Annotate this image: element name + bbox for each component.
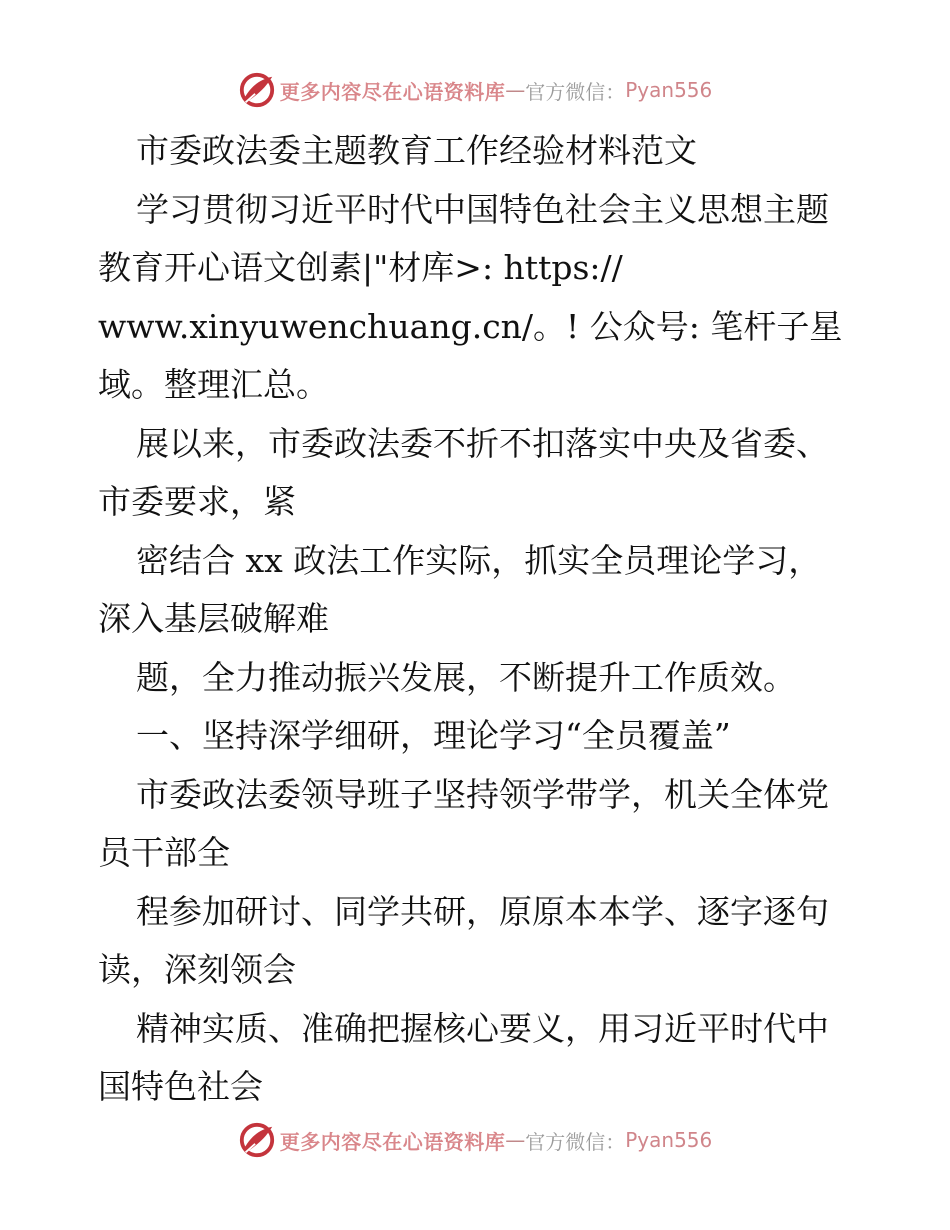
document-title: 市委政法委主题教育工作经验材料范文	[136, 131, 697, 170]
paragraph-line: 市委要求，紧	[98, 482, 296, 521]
header-banner	[0, 68, 950, 112]
banner-dash: —	[505, 1128, 526, 1152]
banner-wechat-id: Pyan556	[625, 1128, 713, 1152]
banner-main-text: 更多内容尽在心语资料库	[279, 79, 506, 104]
paragraph-line: 域。整理汇总。	[98, 365, 329, 404]
paragraph-line: 员干部全	[98, 833, 230, 872]
paragraph-line: 深入基层破解难	[98, 599, 329, 638]
banner-wechat-label: 官方微信：	[525, 79, 626, 104]
paragraph-line: 国特色社会	[98, 1067, 263, 1106]
paragraph-line: 密结合 xx 政法工作实际，抓实全员理论学习，	[136, 540, 822, 580]
paragraph-line: 学习贯彻习近平时代中国特色社会主义思想主题	[136, 189, 829, 229]
section-heading: 一、坚持深学细研，理论学习“全员覆盖”	[136, 716, 731, 755]
paragraph-line: 展以来，市委政法委不折不扣落实中央及省委、	[136, 423, 829, 463]
paragraph-line: 读，深刻领会	[98, 950, 296, 989]
paragraph-line: 精神实质、准确把握核心要义，用习近平时代中	[136, 1008, 829, 1048]
banner-wechat-id: Pyan556	[625, 78, 713, 102]
banner-wechat-label: 官方微信：	[525, 1129, 626, 1154]
paragraph-line: 程参加研讨、同学共研，原原本本学、逐字逐句	[136, 891, 829, 931]
pen-logo-icon	[238, 1121, 276, 1159]
banner-dash: —	[505, 78, 526, 102]
footer-banner	[0, 1118, 950, 1162]
paragraph-line: 市委政法委领导班子坚持领学带学，机关全体党	[136, 774, 829, 814]
paragraph-line: 题，全力推动振兴发展，不断提升工作质效。	[136, 657, 796, 697]
pen-logo-icon	[238, 71, 276, 109]
document-body	[98, 122, 858, 1117]
paragraph-line: www.xinyuwenchuang.cn/。! 公众号: 笔杆子星	[98, 306, 843, 346]
banner-main-text: 更多内容尽在心语资料库	[279, 1129, 506, 1154]
paragraph-line: 教育开心语文创素|"材库>: https://	[98, 248, 623, 287]
